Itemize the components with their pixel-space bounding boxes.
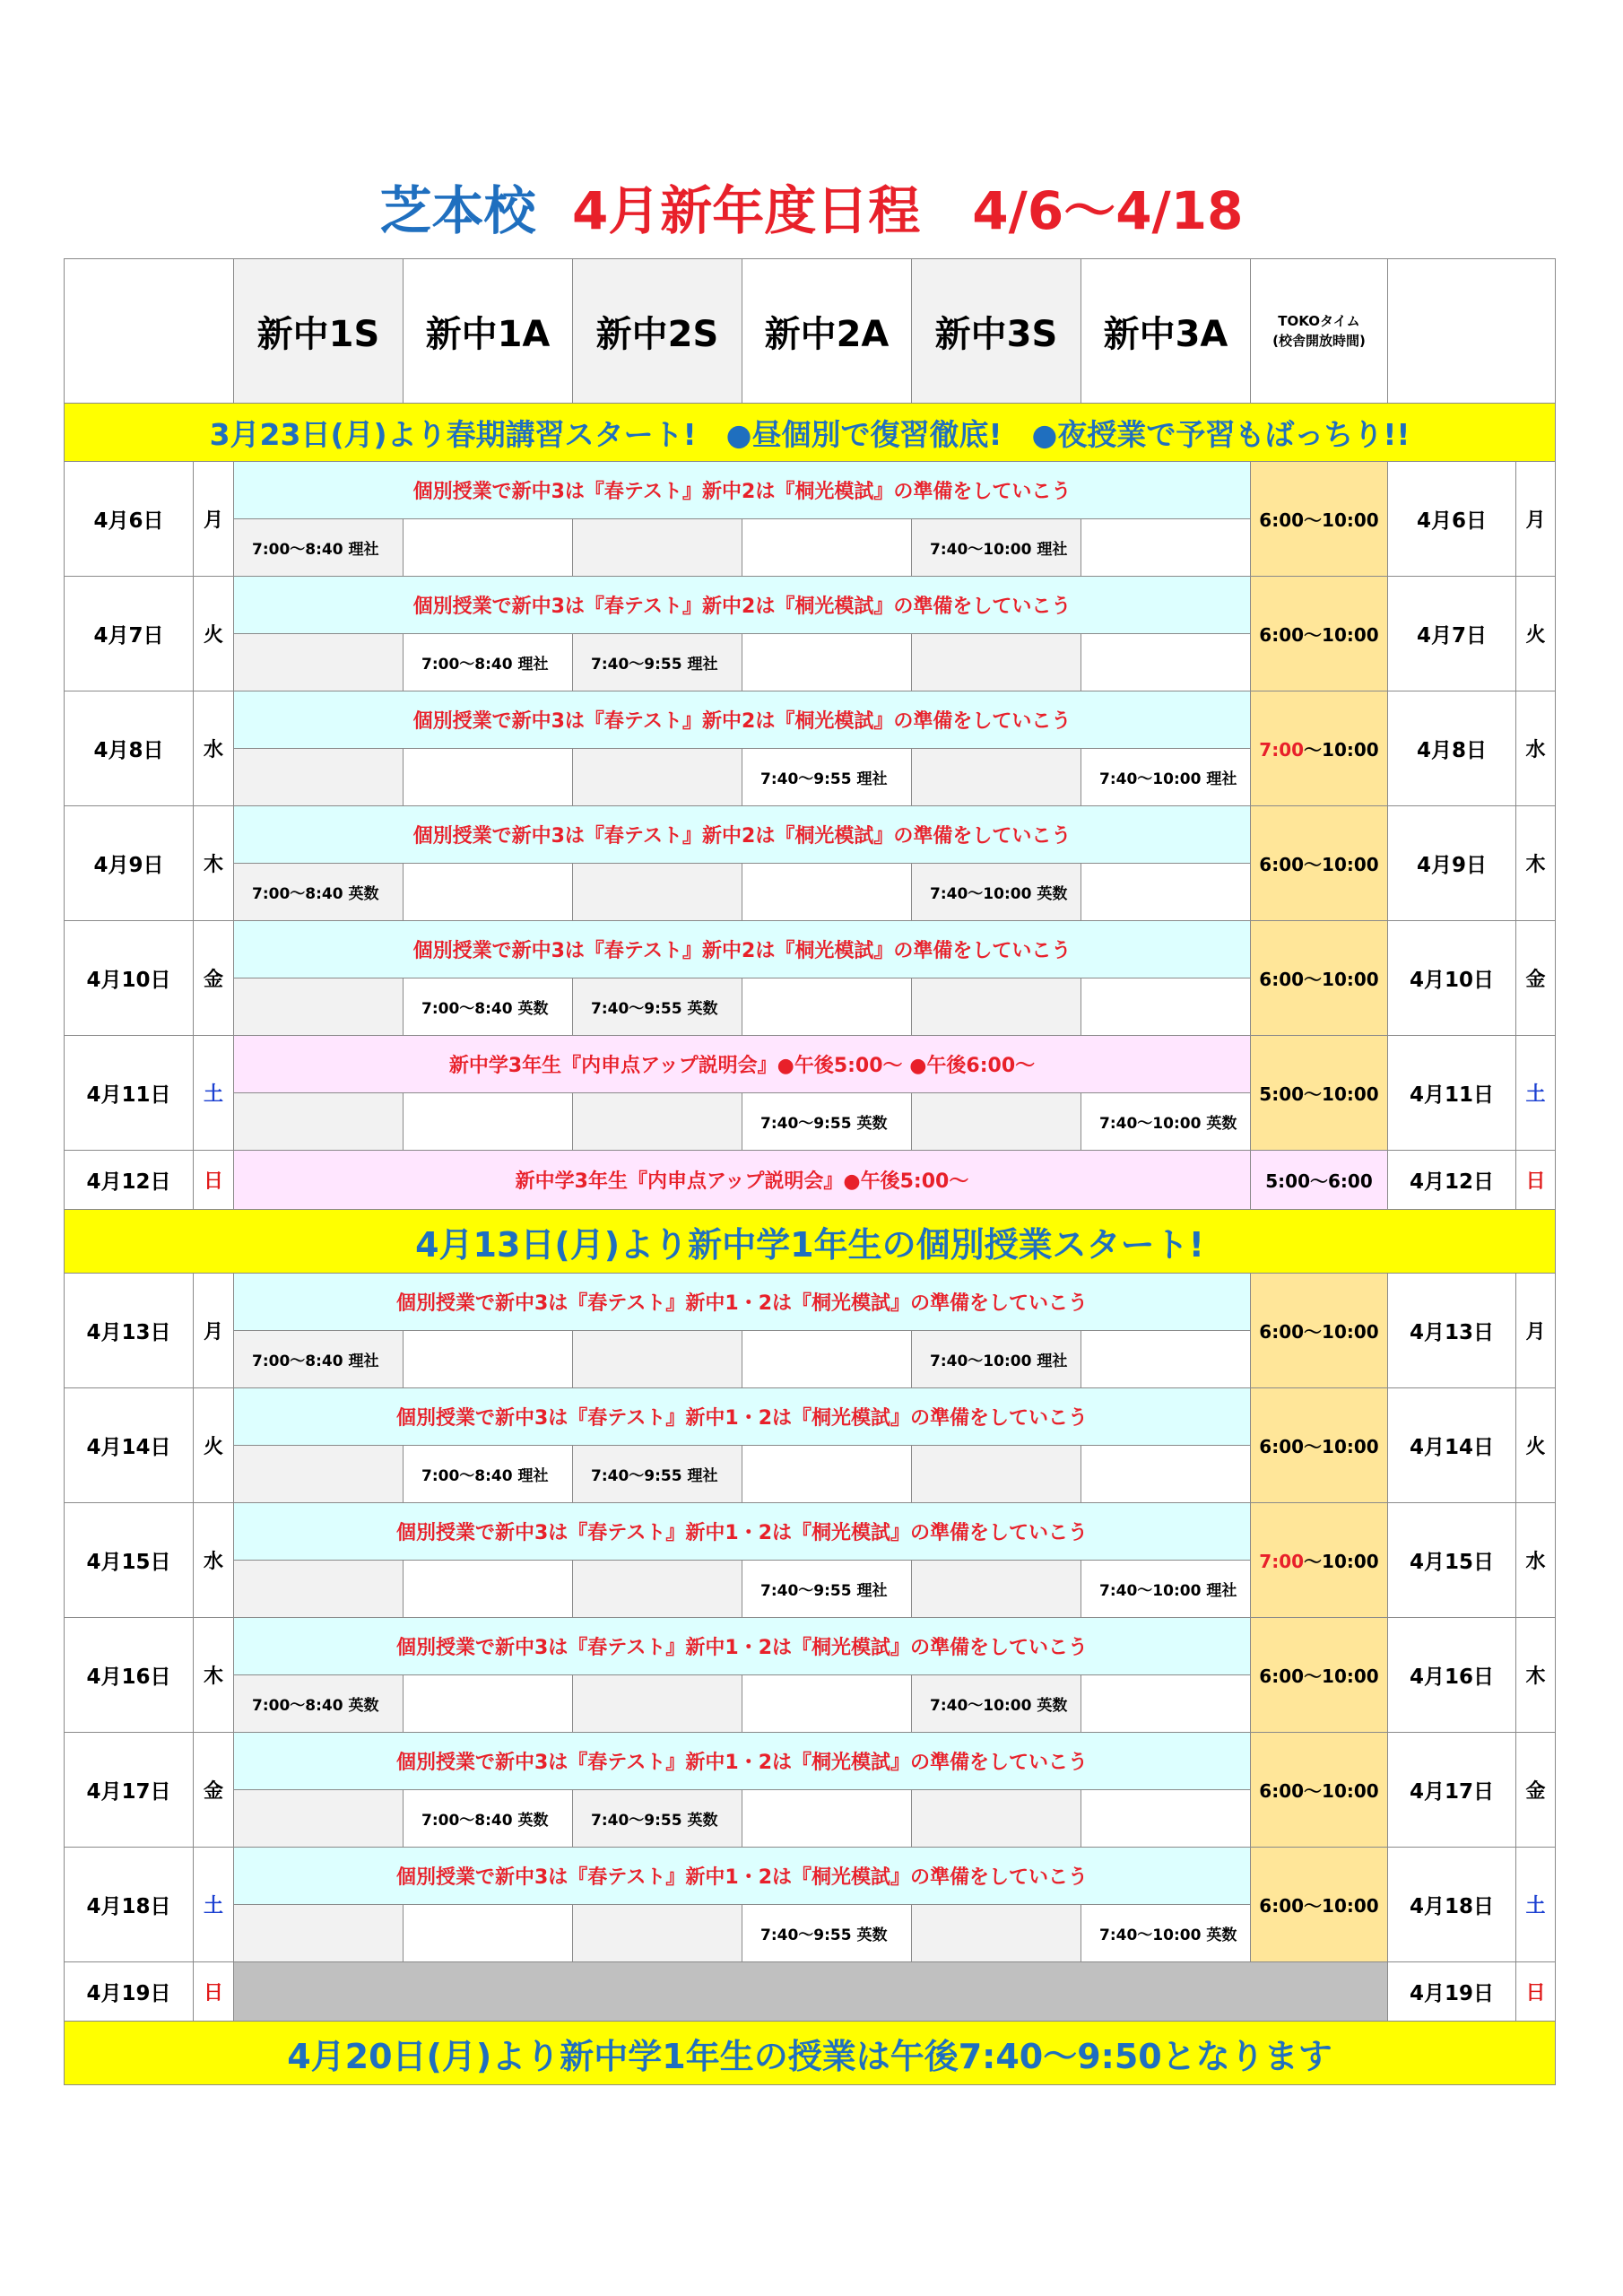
toko-time-value: 6:00〜10:00 [1259,1895,1379,1917]
class-header: 新中2S [573,259,742,404]
day-note: 個別授業で新中3は『春テスト』新中2は『桐光模試』の準備をしていこう [234,691,1251,749]
toko-time-cell [1251,806,1388,921]
day-note: 新中学3年生『内申点アップ説明会』●午後5:00〜 ●午後6:00〜 [234,1036,1251,1093]
class-slot: 7:40〜10:00 理社 [1081,749,1251,806]
header-blank [65,259,234,404]
date-cell: 4月15日 [65,1503,194,1618]
class-slot [234,1446,404,1503]
day-row [65,1151,1556,1210]
day-row [65,1733,1556,1790]
date-cell: 4月7日 [65,577,194,691]
weekday-cell-right: 火 [1516,577,1556,691]
day-note: 個別授業で新中3は『春テスト』新中2は『桐光模試』の準備をしていこう [234,462,1251,519]
weekday-cell-right: 土 [1516,1848,1556,1962]
class-slot [912,1790,1081,1848]
weekday-cell-right: 水 [1516,1503,1556,1618]
toko-time-cell [1251,1503,1388,1618]
class-slot [573,1561,742,1618]
class-slot [1081,864,1251,921]
toko-time-cell [1251,577,1388,691]
date-cell-right: 4月11日 [1388,1036,1516,1151]
class-slot: 7:40〜10:00 英数 [1081,1093,1251,1151]
date-cell-right: 4月17日 [1388,1733,1516,1848]
weekday-cell-right: 木 [1516,806,1556,921]
class-slot: 7:40〜9:55 理社 [573,1446,742,1503]
date-cell: 4月6日 [65,462,194,577]
class-slot [234,1905,404,1962]
date-cell-right: 4月16日 [1388,1618,1516,1733]
toko-time-value: 〜10:00 [1304,1551,1379,1572]
class-slot [573,1905,742,1962]
day-note: 個別授業で新中3は『春テスト』新中1・2は『桐光模試』の準備をしていこう [234,1503,1251,1561]
class-slot [1081,1790,1251,1848]
toko-time-cell [1251,462,1388,577]
date-cell: 4月10日 [65,921,194,1036]
class-slot: 7:00〜8:40 英数 [404,978,573,1036]
class-slot: 7:40〜10:00 理社 [912,1331,1081,1388]
day-row [65,1274,1556,1331]
class-slot: 7:40〜9:55 英数 [573,1790,742,1848]
weekday-cell-right: 金 [1516,921,1556,1036]
date-cell: 4月9日 [65,806,194,921]
class-slot [404,749,573,806]
date-cell: 4月8日 [65,691,194,806]
toko-time-start: 7:00 [1259,739,1305,761]
class-slot: 7:40〜10:00 英数 [912,864,1081,921]
day-row [65,462,1556,519]
class-slot: 7:40〜9:55 英数 [742,1905,912,1962]
class-slot [404,864,573,921]
banner-row [65,404,1556,462]
toko-time-value: 6:00〜10:00 [1259,1780,1379,1802]
class-slot [404,1561,573,1618]
weekday-cell: 木 [194,1618,234,1733]
toko-time-start: 7:00 [1259,1551,1305,1572]
class-slot [742,1675,912,1733]
class-slot [234,749,404,806]
class-slot [1081,978,1251,1036]
weekday-cell-right: 月 [1516,1274,1556,1388]
day-note: 個別授業で新中3は『春テスト』新中1・2は『桐光模試』の準備をしていこう [234,1274,1251,1331]
weekday-cell: 金 [194,1733,234,1848]
class-slot [742,864,912,921]
toko-time-header [1251,259,1388,404]
class-slot: 7:00〜8:40 英数 [234,1675,404,1733]
date-cell: 4月17日 [65,1733,194,1848]
class-slot [573,1675,742,1733]
school-name: 芝本校 [379,180,536,241]
class-slot [912,749,1081,806]
class-slot [1081,519,1251,577]
date-cell-right: 4月6日 [1388,462,1516,577]
class-slot: 7:00〜8:40 理社 [404,1446,573,1503]
closed-cell [234,1962,1388,2022]
date-cell: 4月18日 [65,1848,194,1962]
toko-time-cell [1251,1274,1388,1388]
class-slot [404,519,573,577]
class-slot: 7:40〜10:00 英数 [912,1675,1081,1733]
header-row [65,259,1556,404]
class-slot [742,978,912,1036]
toko-time-value: 5:00〜10:00 [1259,1083,1379,1105]
toko-time-cell [1251,1618,1388,1733]
date-cell: 4月12日 [65,1151,194,1210]
class-header: 新中2A [742,259,912,404]
class-slot [573,519,742,577]
toko-time-value: 6:00〜10:00 [1259,624,1379,646]
toko-time-value: 6:00〜10:00 [1259,1436,1379,1457]
day-row [65,1503,1556,1561]
class-slot [912,1446,1081,1503]
day-row [65,1962,1556,2022]
banner-row [65,2022,1556,2085]
day-row [65,1388,1556,1446]
class-slot [1081,1446,1251,1503]
date-cell-right: 4月12日 [1388,1151,1516,1210]
class-slot: 7:00〜8:40 英数 [404,1790,573,1848]
day-note: 個別授業で新中3は『春テスト』新中2は『桐光模試』の準備をしていこう [234,921,1251,978]
toko-time-value: 6:00〜10:00 [1259,1665,1379,1687]
class-slot [1081,1675,1251,1733]
date-cell-right: 4月15日 [1388,1503,1516,1618]
class-slot [742,1790,912,1848]
weekday-cell: 水 [194,691,234,806]
schedule-table [64,258,1556,2085]
class-slot [573,864,742,921]
date-cell-right: 4月10日 [1388,921,1516,1036]
banner-row [65,1210,1556,1274]
apr13-banner: 4月13日(月)より新中学1年生の個別授業スタート! [65,1210,1556,1274]
class-slot [234,1093,404,1151]
class-slot [573,749,742,806]
class-slot [404,1093,573,1151]
date-cell: 4月16日 [65,1618,194,1733]
weekday-cell: 日 [194,1151,234,1210]
toko-time-cell [1251,921,1388,1036]
apr20-banner: 4月20日(月)より新中学1年生の授業は午後7:40〜9:50となります [65,2022,1556,2085]
weekday-cell-right: 土 [1516,1036,1556,1151]
header-blank-right [1388,259,1556,404]
class-slot: 7:40〜10:00 理社 [912,519,1081,577]
class-header: 新中3A [1081,259,1251,404]
weekday-cell-right: 火 [1516,1388,1556,1503]
class-slot [234,634,404,691]
class-slot [912,1905,1081,1962]
date-cell: 4月19日 [65,1962,194,2022]
class-slot: 7:40〜9:55 理社 [742,1561,912,1618]
toko-time-value: 6:00〜10:00 [1259,509,1379,531]
day-row [65,806,1556,864]
class-slot [912,1561,1081,1618]
day-row [65,691,1556,749]
class-slot [912,1093,1081,1151]
class-slot [234,978,404,1036]
class-slot [1081,1331,1251,1388]
toko-time-cell [1251,1388,1388,1503]
toko-time-value: 6:00〜10:00 [1259,969,1379,990]
day-row [65,921,1556,978]
day-row [65,577,1556,634]
class-header: 新中1A [404,259,573,404]
class-header: 新中3S [912,259,1081,404]
class-slot [234,1790,404,1848]
toko-header-label: TOKOタイム [1278,313,1360,329]
day-note: 個別授業で新中3は『春テスト』新中1・2は『桐光模試』の準備をしていこう [234,1848,1251,1905]
toko-time-cell [1251,691,1388,806]
toko-time-value: 〜10:00 [1304,739,1379,761]
date-cell-right: 4月13日 [1388,1274,1516,1388]
day-note: 個別授業で新中3は『春テスト』新中1・2は『桐光模試』の準備をしていこう [234,1733,1251,1790]
date-cell-right: 4月8日 [1388,691,1516,806]
class-slot [234,1561,404,1618]
day-note: 個別授業で新中3は『春テスト』新中1・2は『桐光模試』の準備をしていこう [234,1388,1251,1446]
weekday-cell-right: 金 [1516,1733,1556,1848]
weekday-cell: 水 [194,1503,234,1618]
weekday-cell-right: 日 [1516,1151,1556,1210]
toko-time-value: 6:00〜10:00 [1259,1321,1379,1343]
date-cell-right: 4月7日 [1388,577,1516,691]
date-cell: 4月13日 [65,1274,194,1388]
day-note: 新中学3年生『内申点アップ説明会』●午後5:00〜 [234,1151,1251,1210]
weekday-cell: 火 [194,577,234,691]
day-note: 個別授業で新中3は『春テスト』新中2は『桐光模試』の準備をしていこう [234,806,1251,864]
weekday-cell: 月 [194,1274,234,1388]
class-slot [573,1331,742,1388]
weekday-cell-right: 日 [1516,1962,1556,2022]
class-slot: 7:40〜10:00 英数 [1081,1905,1251,1962]
date-cell: 4月14日 [65,1388,194,1503]
weekday-cell-right: 木 [1516,1618,1556,1733]
weekday-cell: 土 [194,1848,234,1962]
class-slot [404,1331,573,1388]
class-slot [573,1093,742,1151]
class-header: 新中1S [234,259,404,404]
class-slot [1081,634,1251,691]
day-row [65,1848,1556,1905]
toko-time-cell [1251,1733,1388,1848]
weekday-cell: 月 [194,462,234,577]
toko-time-value: 6:00〜10:00 [1259,854,1379,875]
class-slot: 7:40〜9:55 英数 [573,978,742,1036]
class-slot [404,1905,573,1962]
class-slot: 7:00〜8:40 理社 [234,1331,404,1388]
class-slot [742,519,912,577]
class-slot [912,978,1081,1036]
date-cell-right: 4月18日 [1388,1848,1516,1962]
class-slot: 7:40〜9:55 理社 [742,749,912,806]
weekday-cell: 火 [194,1388,234,1503]
class-slot: 7:00〜8:40 理社 [404,634,573,691]
date-cell: 4月11日 [65,1036,194,1151]
toko-time-cell [1251,1848,1388,1962]
weekday-cell: 金 [194,921,234,1036]
class-slot: 7:40〜9:55 理社 [573,634,742,691]
class-slot [404,1675,573,1733]
toko-header-sub: (校舎開放時間) [1272,333,1366,349]
class-slot: 7:40〜9:55 英数 [742,1093,912,1151]
page-title [0,175,1623,247]
day-row [65,1618,1556,1675]
weekday-cell: 日 [194,1962,234,2022]
weekday-cell-right: 月 [1516,462,1556,577]
weekday-cell-right: 水 [1516,691,1556,806]
weekday-cell: 土 [194,1036,234,1151]
date-cell-right: 4月9日 [1388,806,1516,921]
date-cell-right: 4月19日 [1388,1962,1516,2022]
class-slot: 7:00〜8:40 英数 [234,864,404,921]
toko-time-cell: 5:00〜6:00 [1251,1151,1388,1210]
spring-banner: 3月23日(月)より春期講習スタート! ●昼個別で復習徹底! ●夜授業で予習もばっちり!! [65,404,1556,462]
class-slot: 7:00〜8:40 理社 [234,519,404,577]
class-slot [742,634,912,691]
class-slot [742,1331,912,1388]
schedule-heading: 4月新年度日程 4/6〜4/18 [571,180,1244,241]
class-slot [742,1446,912,1503]
weekday-cell: 木 [194,806,234,921]
class-slot: 7:40〜10:00 理社 [1081,1561,1251,1618]
day-note: 個別授業で新中3は『春テスト』新中1・2は『桐光模試』の準備をしていこう [234,1618,1251,1675]
toko-time-cell [1251,1036,1388,1151]
date-cell-right: 4月14日 [1388,1388,1516,1503]
day-note: 個別授業で新中3は『春テスト』新中2は『桐光模試』の準備をしていこう [234,577,1251,634]
class-slot [912,634,1081,691]
day-row [65,1036,1556,1093]
